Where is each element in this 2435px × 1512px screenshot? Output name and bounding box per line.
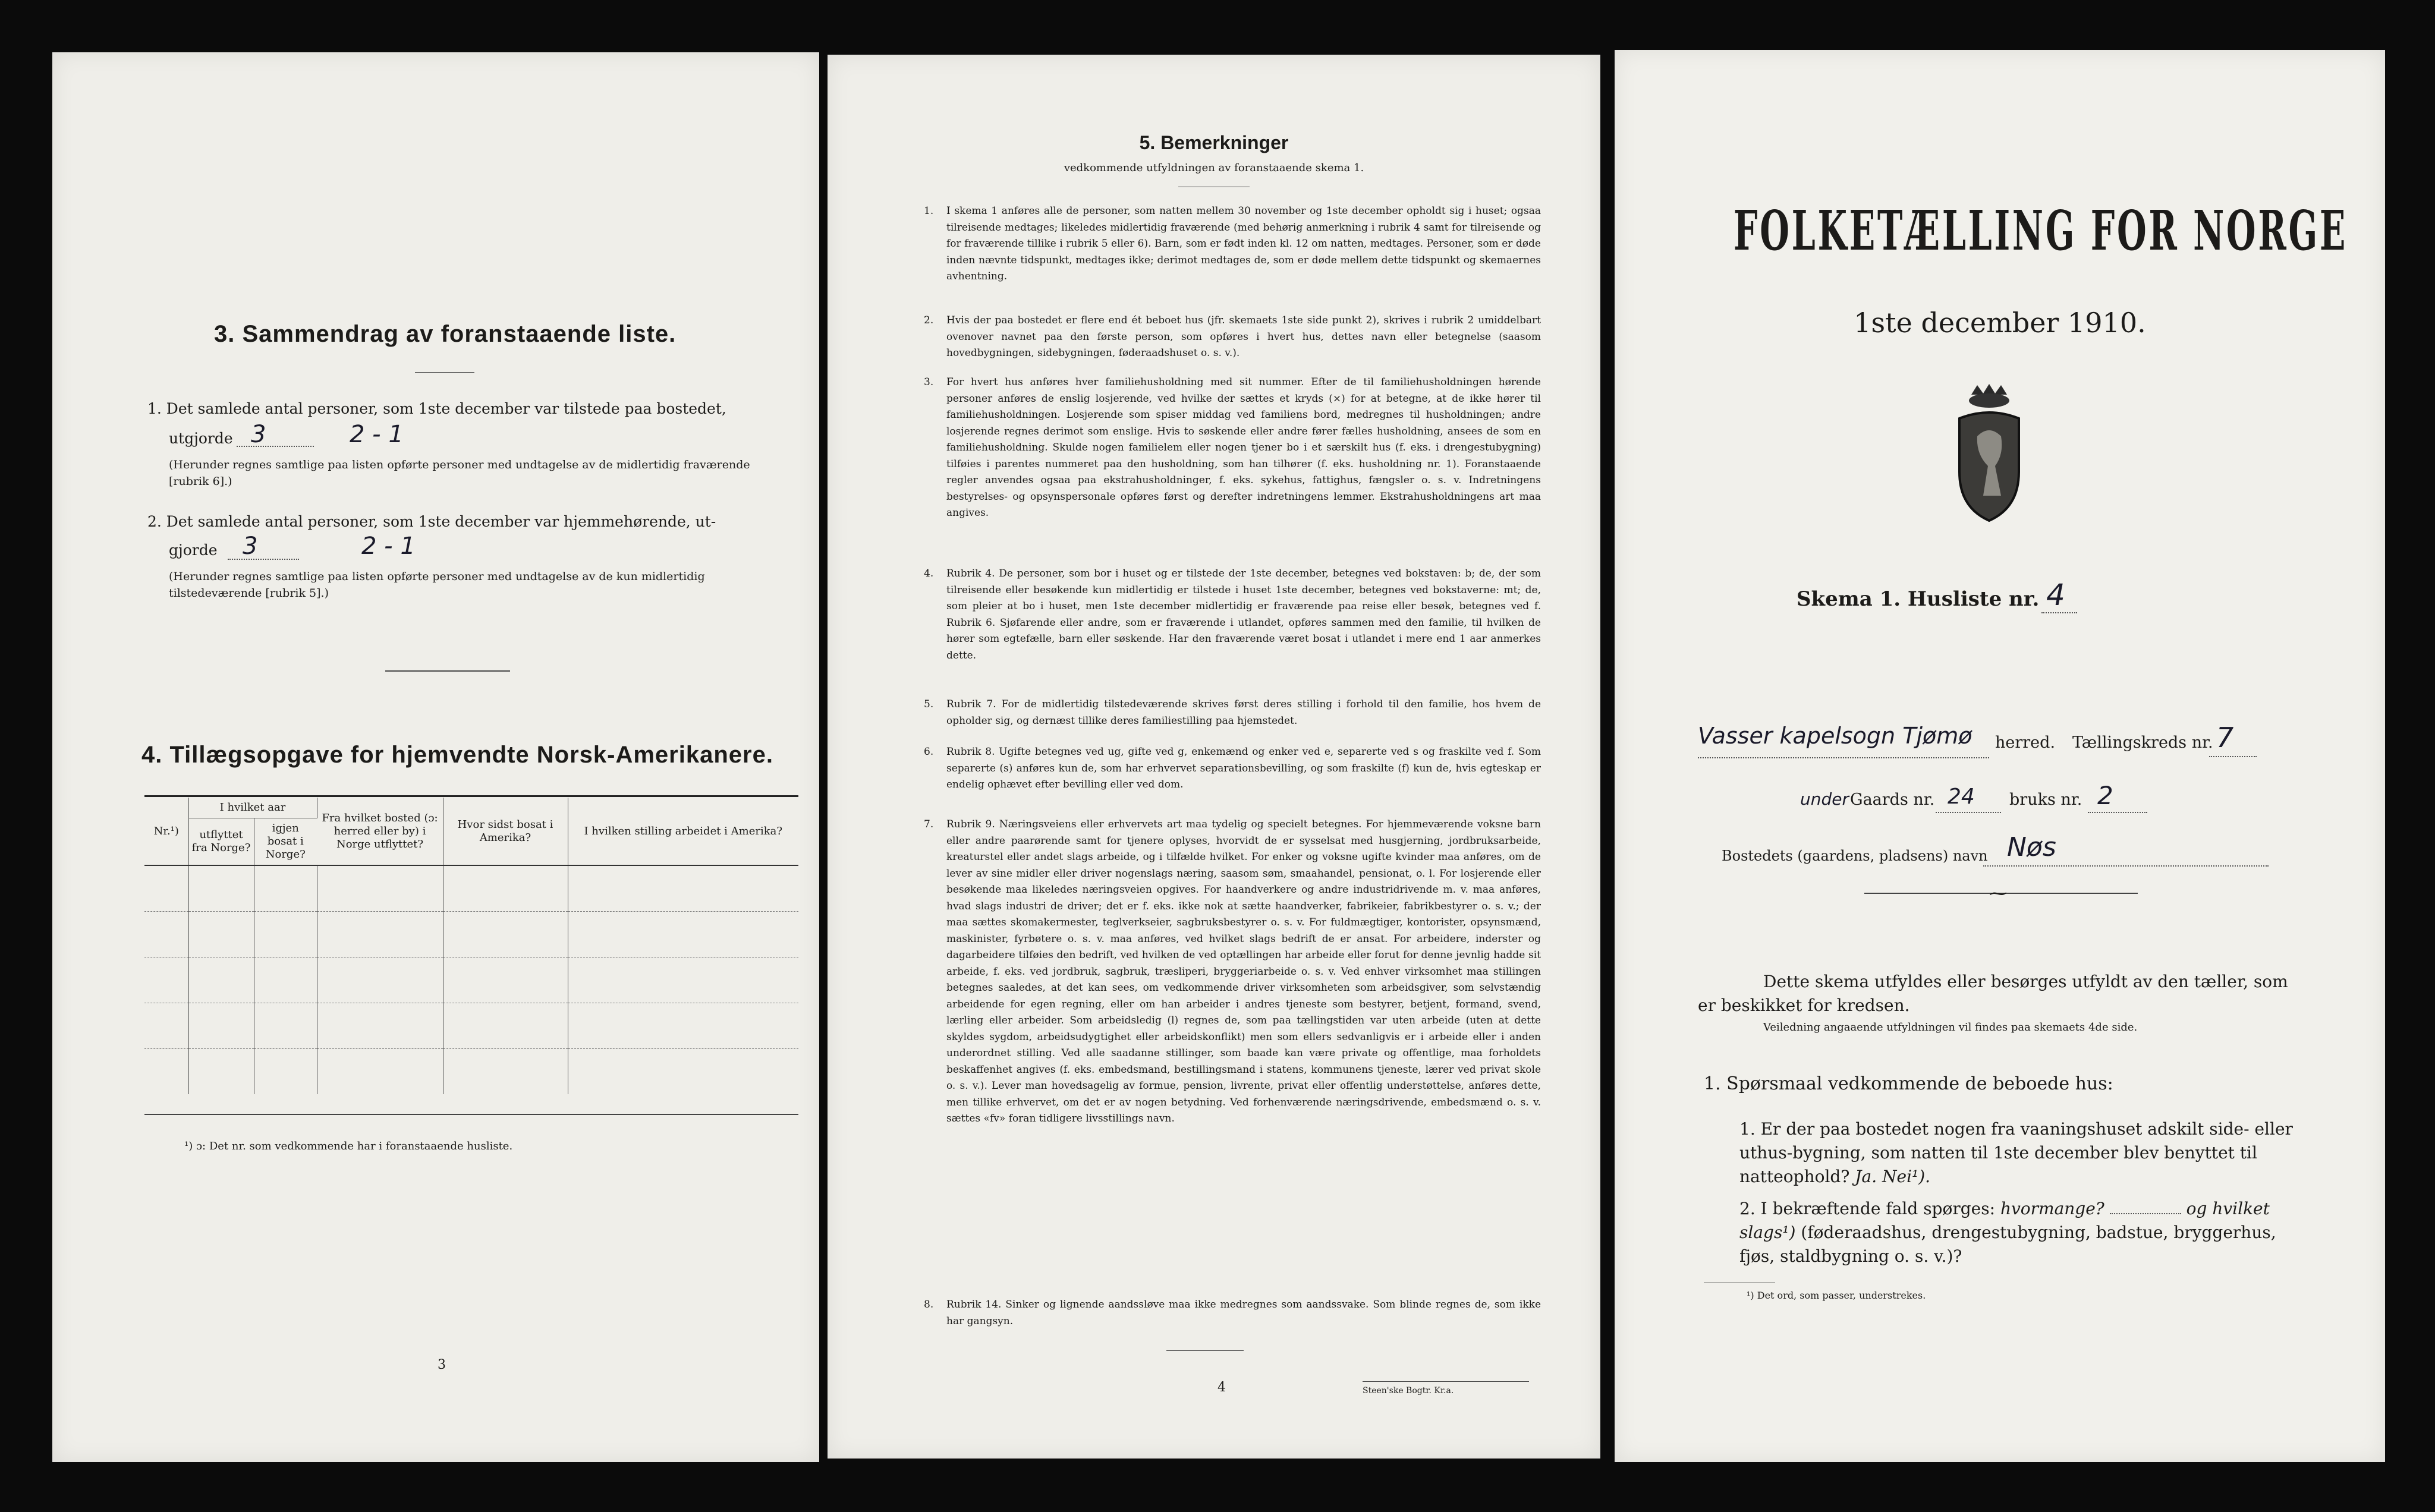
q1-2-text: 2. I bekræftende fald spørges: hvormange? og hvilket slags¹) (føderaadshus, drengestubygning, badstue, bryggerhus, fjøs, staldbygning o. s. v.)? <box>1739 1199 2276 1266</box>
table-row <box>144 1003 798 1049</box>
divider <box>385 670 510 672</box>
footnote: ¹) ɔ: Det nr. som vedkommende har i foranstaaende husliste. <box>184 1140 513 1152</box>
table-row <box>144 957 798 1003</box>
census-title: FOLKETÆLLING FOR NORGE <box>1734 199 2348 263</box>
krets-hw: 7 <box>2216 722 2234 754</box>
remarks-subtitle: vedkommende utfyldningen av foranstaaende skema 1. <box>1064 162 1364 174</box>
under-hw: under <box>1800 789 1849 809</box>
item2-note: (Herunder regnes samtlige paa listen opførte personer med undtagelse av de kun midlertidig tilstedeværende [rubrik 5].) <box>169 570 705 600</box>
page-number: 3 <box>438 1357 446 1372</box>
item1-hw-split: 2 - 1 <box>350 421 404 448</box>
table-row <box>144 865 798 912</box>
col-from-place: Fra hvilket bosted (ɔ: herred eller by) i Norge utflyttet? <box>317 798 443 865</box>
note-3: 3. For hvert hus anføres hver familiehusholdning med sit nummer. Efter de til familiehusholdningen hørende personer anføres de enslig losjerende, ved hvilke der sættes et kryds (×) for at betegne, at de ikke hører til familiehusholdningen. Losjerende som spiser middag ved familiens bord, medregnes til husholdningen; andre losjerende regnes derimot som enslige. Hvis to søskende eller andre fører fælles husholdning, ansees de som en familiehusholdning. Skulde nogen familielem eller nogen tjener bo i et særskilt hus (f. eks. i drengestubygning) tilføies i parentes nummeret paa den husholdning, som han tilhører (f. eks. husholdning nr. 1). Foranstaaende regler anvendes ogsaa paa ekstrahusholdninger, f. eks. sykehus, fattighus, fængsler o. s. v. Indretningens bestyrelses- og opsynspersonale opføres først og derefter indretningens lemmer. Ekstrahusholdningens art maa angives. <box>924 376 1541 519</box>
herred-label: herred. <box>1995 733 2056 752</box>
section4-title: 4. Tillægsopgave for hjemvendte Norsk-Amerikanere. <box>141 742 773 768</box>
table-row <box>144 1049 798 1095</box>
intro-text: Dette skema utfyldes eller besørges utfyldt av den tæller, som er beskikket for kredsen. <box>1698 972 2288 1015</box>
note-1: 1. I skema 1 anføres alle de personer, som natten mellem 30 november og 1ste december opholdt sig i huset; ogsaa tilreisende medtages; likeledes midlertidig fraværende (med behørig anmerkning i rubrik 4 samt for tilreisende og for fraværende tillike i rubrik 5 eller 6). Barn, som er født inden kl. 12 om natten, medtages. Personer, som er døde inden nævnte tidspunkt, medtages ikke; derimot medtages de, som er døde mellem dette tidspunkt og skemaernes avhentning. <box>924 205 1541 282</box>
table-row <box>144 912 798 957</box>
norsk-amerikaner-table <box>144 798 798 1094</box>
page-left <box>52 52 819 1462</box>
note-5: 5. Rubrik 7. For de midlertidig tilstedeværende skrives først deres stilling i forhold til den familie, hos hvem de opholder sig, og dernæst tillike deres familiestilling paa hjemstedet. <box>924 698 1541 727</box>
husliste-nr-hw: 4 <box>2046 578 2065 612</box>
herred-hw: Vasser kapelsogn Tjømø <box>1698 723 1972 749</box>
page-right <box>1615 50 2385 1462</box>
col-last-america: Hvor sidst bosat i Amerika? <box>443 798 568 865</box>
bruks-hw: 2 <box>2097 781 2113 810</box>
krets-label: Tællingskreds nr. <box>2072 733 2213 752</box>
note-2: 2. Hvis der paa bostedet er flere end ét beboet hus (jfr. skemaets 1ste side punkt 2), skrives i rubrik 2 umiddelbart ovenover navnet paa den første person, som opføres i hvert hus, dettes navn eller betegnelse (saasom hovedbygningen, sidebygningen, føderaadshuset o. s. v.). <box>924 314 1541 359</box>
item1-note: (Herunder regnes samtlige paa listen opførte personer med undtagelse av de midlertidig fraværende [rubrik 6].) <box>169 458 750 488</box>
item1-text: 1. Det samlede antal personer, som 1ste december var tilstede paa bostedet, <box>147 400 726 417</box>
note-8: 8. Rubrik 14. Sinker og lignende aandssløve maa ikke medregnes som aandssvake. Som blinde regnes de, som ikke har gangsyn. <box>924 1299 1541 1327</box>
page-number: 4 <box>1218 1380 1226 1395</box>
gaards-hw: 24 <box>1948 785 1975 809</box>
col-year-group: I hvilket aar <box>188 798 317 818</box>
remarks-title: 5. Bemerkninger <box>1139 132 1289 153</box>
ornament-icon: ⁓ <box>1989 883 2007 904</box>
coat-of-arms-icon <box>1936 383 2043 525</box>
col-emigrated: utflyttet fra Norge? <box>188 818 254 866</box>
q1-1-text: 1. Er der paa bostedet nogen fra vaaningshuset adskilt side- eller uthus-bygning, som natten til 1ste december blev benyttet til natteophold? Ja. Nei¹). <box>1739 1119 2293 1186</box>
guide-text: Veiledning angaaende utfyldningen vil findes paa skemaets 4de side. <box>1763 1021 2138 1034</box>
skema-label: Skema 1. Husliste nr. <box>1797 587 2040 611</box>
item1-hw-count: 3 <box>251 421 266 448</box>
printer-imprint: Steen'ske Bogtr. Kr.a. <box>1363 1386 1454 1396</box>
gaards-label: Gaards nr. <box>1850 790 1935 809</box>
col-position: I hvilken stilling arbeidet i Amerika? <box>584 824 783 837</box>
divider <box>415 372 474 373</box>
bruks-label: bruks nr. <box>2009 790 2082 809</box>
bosted-hw: Nøs <box>2007 832 2056 862</box>
col-nr: Nr.¹) <box>144 798 188 865</box>
footnote: ¹) Det ord, som passer, understrekes. <box>1747 1290 1926 1301</box>
note-7: 7. Rubrik 9. Næringsveiens eller erhvervets art maa tydelig og specielt betegnes. For hjemmeværende voksne barn eller andre paarørende samt for tjenere oplyses, hvorvidt de er sysselsat med husgjerning, jordbruksarbeide, kreaturstel eller andet slags arbeide, og i tilfælde hvilket. For enker og voksne ugifte kvinder maa anføres, om de lever av sine midler eller driver nogenslags næring, saasom søm, smaahandel, pensionat, o. l. For losjerende eller besøkende maa likeledes næringsveien opgives. For haandverkere og andre industridrivende m. v. maa anføres, hvad slags industri de driver; det er f. eks. ikke nok at sætte haandverker, fabrikeier, fabrikbestyrer o. s. v.; der maa sættes skomakermester, teglverkseier, sagbruksbestyrer o. s. v. For fuldmægtiger, kontorister, opsynsmænd, maskinister, fyrbøtere o. s. v. maa anføres, ved hvilket slags bedrift de er ansat. For arbeidere, inderster og dagarbeidere tilføies den bedrift, ved hvilken de ved optællingen har arbeide eller forut for denne jevnlig hadde sit arbeide, f. eks. ved jordbruk, sagbruk, træsliperi, bryggeriarbeide o. s. v. Ved enhver virksomhet maa stillingen betegnes saaledes, at det kan sees, om vedkommende driver virksomheten som arbeidsgiver, som selvstændig arbeidende for egen regning, eller om han arbeider i andres tjeneste som bestyrer, betjent, formand, svend, lærling eller arbeider. Som arbeidsledig (l) regnes de, som paa tællingstiden var uten arbeide (uten at dette skyldes sygdom, arbeidsudygtighet eller arbeidskonflikt) men som ellers sedvanligvis er i arbeide eller i anden underordnet stilling. Ved alle saadanne stillinger, som baade kan være private og offentlige, maa forholdets beskaffenhet angives (f. eks. embedsmand, bestillingsmand i statens, kommunens tjeneste, lærer ved privat skole o. s. v.). Lever man hovedsagelig av formue, pension, livrente, privat eller offentlig understøttelse, anføres dette, men tillike erhvervet, om det er av nogen betydning. Ved forhenværende næringsdrivende, embedsmænd o. s. v. sættes «fv» foran tidligere livsstillings navn. <box>924 818 1541 1124</box>
note-6: 6. Rubrik 8. Ugifte betegnes ved ug, gifte ved g, enkemænd og enker ved e, separerte ved s og fraskilte ved f. Som separerte (s) anføres kun de, som har erhvervet separationsbevilling, og som fraskilte (f) kun de, hvis egteskap er endelig ophævet efter bevilling eller ved dom. <box>924 746 1541 790</box>
item1-label: utgjorde <box>169 430 233 447</box>
col-returned: igjen bosat i Norge? <box>265 822 306 861</box>
item2-label: gjorde <box>169 541 218 559</box>
bosted-label: Bostedets (gaardens, pladsens) navn <box>1722 848 1988 864</box>
item2-hw-split: 2 - 1 <box>361 533 416 560</box>
page-middle <box>828 55 1600 1459</box>
item2-hw-count: 3 <box>243 533 258 560</box>
q1-1-answer: Ja. Nei¹). <box>1855 1167 1931 1186</box>
section3-title: 3. Sammendrag av foranstaaende liste. <box>214 321 677 347</box>
q1-title: 1. Spørsmaal vedkommende de beboede hus: <box>1704 1073 2113 1094</box>
note-4: 4. Rubrik 4. De personer, som bor i huset og er tilstede der 1ste december, betegnes ved bokstaven: b; de, der som tilreisende eller besøkende kun midlertidig er tilstede i huset 1ste december, betegnes ved bokstaverne: mt; de, som pleier at bo i huset, men 1ste december midlertidig er fraværende paa reise eller besøk, betegnes ved f. Rubrik 6. Sjøfarende eller andre, som er fraværende i utlandet, opføres sammen med den familie, til hvilken de hører som egtefælle, barn eller søskende. Har den fraværende været bosat i utlandet i mere end 1 aar anmerkes dette. <box>924 568 1541 662</box>
item2-text: 2. Det samlede antal personer, som 1ste december var hjemmehørende, ut- <box>147 513 716 530</box>
census-date: 1ste december 1910. <box>1854 307 2146 339</box>
